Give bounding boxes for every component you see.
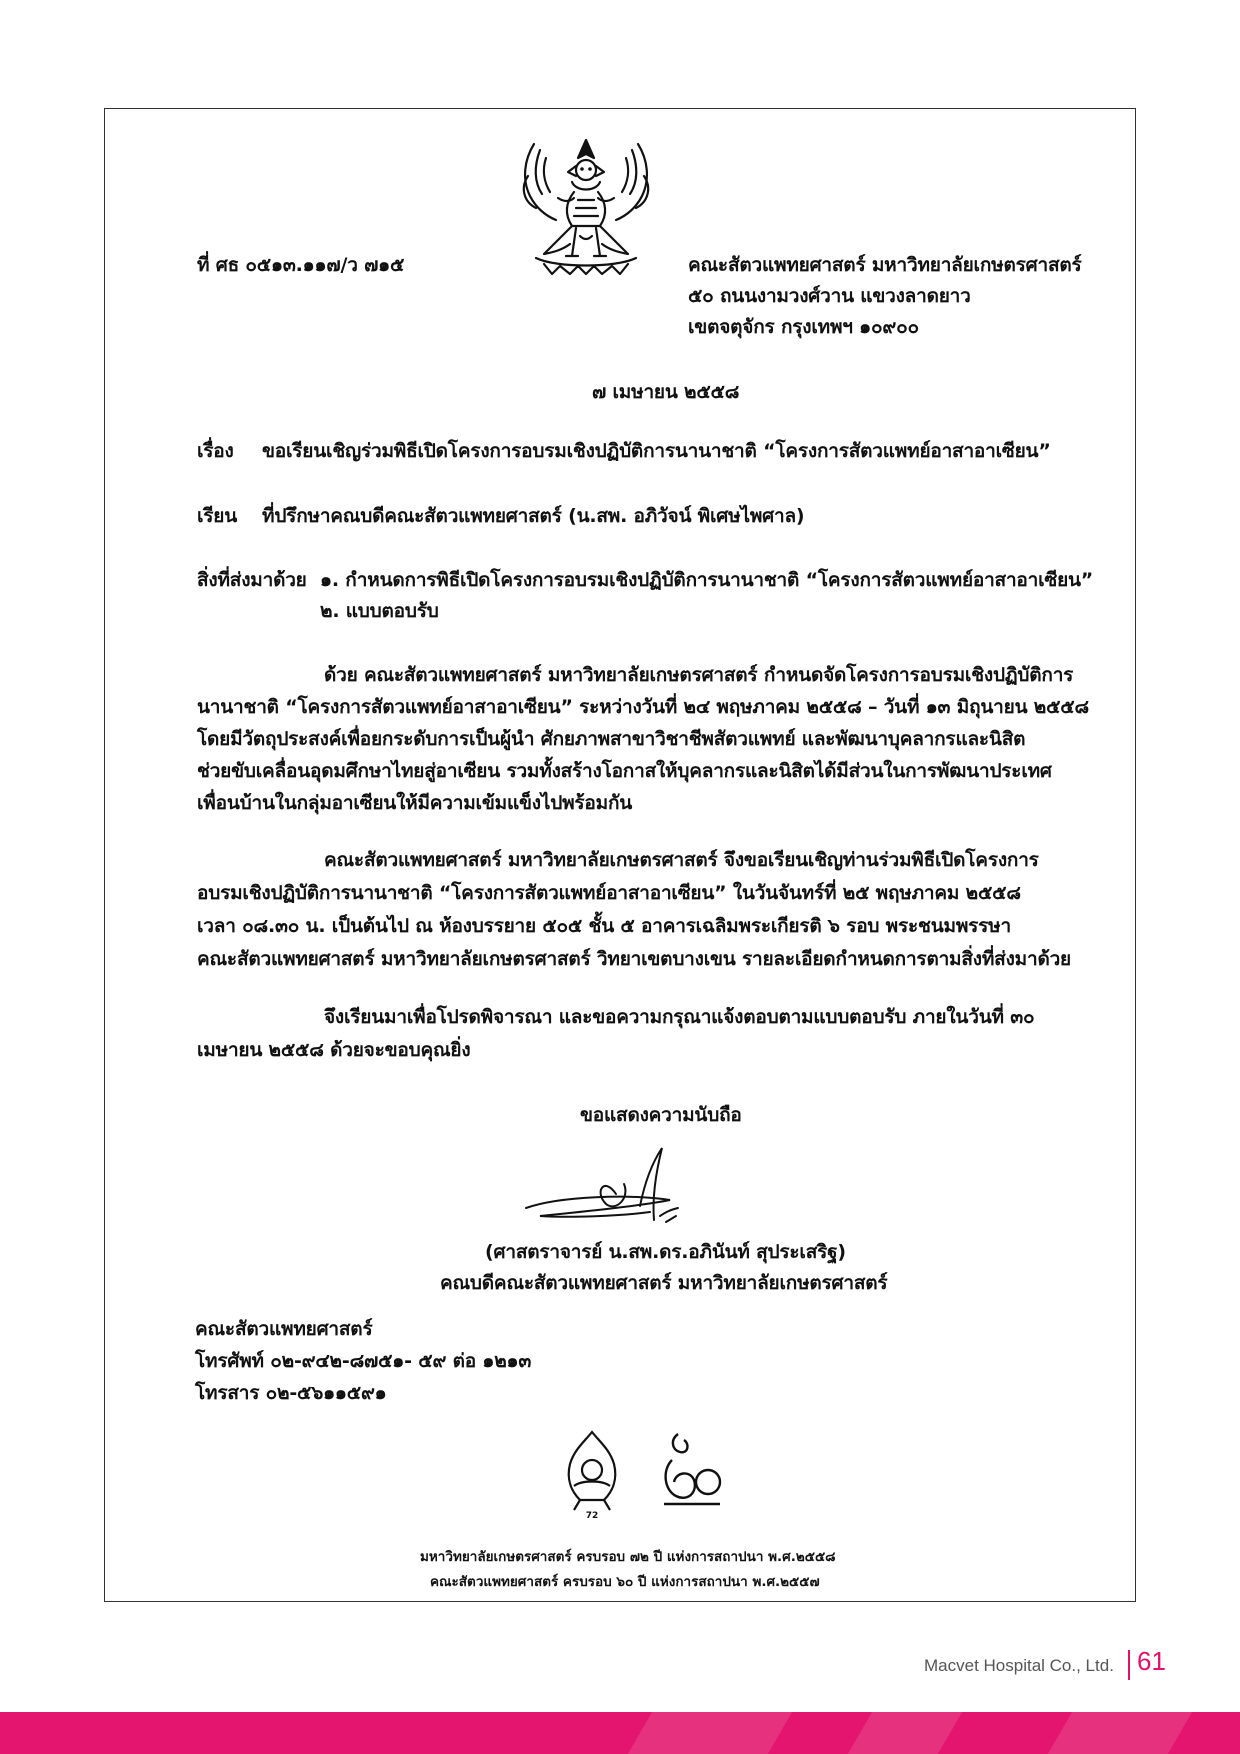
recipient-text: ที่ปรึกษาคณบดีคณะสัตวแพทยศาสตร์ (น.สพ. อภิวัจน์ พิเศษไพศาล) xyxy=(262,505,805,527)
company-brand: Macvet Hospital Co., Ltd. xyxy=(924,1656,1114,1675)
faculty-60-year-logo xyxy=(658,1430,726,1522)
reference-number: ที่ ศธ ๐๕๑๓.๑๑๗/ว ๗๑๕ xyxy=(197,254,405,276)
letter-date: ๗ เมษายน ๒๕๕๘ xyxy=(592,381,740,403)
garuda-emblem-icon xyxy=(516,136,656,278)
signer-name: (ศาสตราจารย์ น.สพ.ดร.อภินันท์ สุประเสริฐ) xyxy=(485,1241,846,1263)
footer-caption-university: มหาวิทยาลัยเกษตรศาสตร์ ครบรอบ ๗๒ ปี แห่งการสถาปนา พ.ศ.๒๕๕๘ xyxy=(420,1549,836,1565)
body-paragraph-1-line-3: โดยมีวัตถุประสงค์เพื่อยกระดับการเป็นผู้นำ ศักยภาพสาขาวิชาชีพสัตวแพทย์ และพัฒนาบุคลากรและนิสิต xyxy=(197,728,1026,750)
body-paragraph-1-line-4: ช่วยขับเคลื่อนอุดมศึกษาไทยสู่อาเซียน รวมทั้งสร้างโอกาสให้บุคลากรและนิสิตได้มีส่วนในการพัฒนาประเทศ xyxy=(197,760,1052,782)
body-paragraph-3-line-2: เมษายน ๒๕๕๘ ด้วยจะขอบคุณยิ่ง xyxy=(197,1039,471,1061)
footer-accent-band xyxy=(0,1712,1240,1754)
page-number: 61 xyxy=(1137,1646,1166,1676)
logo-badge-72: 72 xyxy=(585,1511,599,1521)
closing-salutation: ขอแสดงความนับถือ xyxy=(580,1104,742,1126)
band-shade-3 xyxy=(1048,1712,1192,1754)
body-paragraph-3-line-1: จึงเรียนมาเพื่อโปรดพิจารณา และขอความกรุณาแจ้งตอบตามแบบตอบรับ ภายในวันที่ ๓๐ xyxy=(324,1006,1035,1028)
contact-fax: โทรสาร ๐๒-๕๖๑๑๕๙๑ xyxy=(195,1382,387,1404)
sender-address-line-1: คณะสัตวแพทยศาสตร์ มหาวิทยาลัยเกษตรศาสตร์ xyxy=(688,254,1082,276)
contact-phone: โทรศัพท์ ๐๒-๙๔๒-๘๗๕๑- ๕๙ ต่อ ๑๒๑๓ xyxy=(195,1350,532,1372)
footer-caption-faculty: คณะสัตวแพทยศาสตร์ ครบรอบ ๖๐ ปี แห่งการสถาปนา พ.ศ.๒๕๕๗ xyxy=(430,1574,820,1590)
enclosure-item-1: ๑. กำหนดการพิธีเปิดโครงการอบรมเชิงปฏิบัติการนานาชาติ “โครงการสัตวแพทย์อาสาอาเซียน” xyxy=(320,569,1094,591)
recipient-label: เรียน xyxy=(197,505,238,527)
band-shade-2 xyxy=(848,1712,962,1754)
body-paragraph-1-line-5: เพื่อนบ้านในกลุ่มอาเซียนให้มีความเข้มแข็งไปพร้อมกัน xyxy=(197,792,633,814)
handwritten-signature xyxy=(520,1136,710,1236)
body-paragraph-2-line-1: คณะสัตวแพทยศาสตร์ มหาวิทยาลัยเกษตรศาสตร์ จึงขอเรียนเชิญท่านร่วมพิธีเปิดโครงการ xyxy=(324,849,1039,871)
body-paragraph-2-line-3: เวลา ๐๘.๓๐ น. เป็นต้นไป ณ ห้องบรรยาย ๕๐๕ ชั้น ๕ อาคารเฉลิมพระเกียรติ ๖ รอบ พระชนมพรรษา xyxy=(197,915,1011,937)
body-paragraph-1-line-1: ด้วย คณะสัตวแพทยศาสตร์ มหาวิทยาลัยเกษตรศาสตร์ กำหนดจัดโครงการอบรมเชิงปฏิบัติการ xyxy=(324,664,1074,686)
enclosure-label: สิ่งที่ส่งมาด้วย xyxy=(197,569,307,591)
body-paragraph-1-line-2: นานาชาติ “โครงการสัตวแพทย์อาสาอาเซียน” ระหว่างวันที่ ๒๔ พฤษภาคม ๒๕๕๘ – วันที่ ๑๓ มิถุนายน ๒๕๕๘ xyxy=(197,696,1089,718)
subject-text: ขอเรียนเชิญร่วมพิธีเปิดโครงการอบรมเชิงปฏิบัติการนานาชาติ “โครงการสัตวแพทย์อาสาอาเซียน” xyxy=(262,440,1051,462)
enclosure-item-2: ๒. แบบตอบรับ xyxy=(320,600,439,622)
sender-address-line-2: ๕๐ ถนนงามวงศ์วาน แขวงลาดยาว xyxy=(688,285,971,307)
subject-label: เรื่อง xyxy=(197,440,234,462)
university-72-year-logo xyxy=(560,1430,624,1522)
footer-separator xyxy=(1128,1650,1130,1680)
sender-address-line-3: เขตจตุจักร กรุงเทพฯ ๑๐๙๐๐ xyxy=(688,316,919,338)
body-paragraph-2-line-4: คณะสัตวแพทยศาสตร์ มหาวิทยาลัยเกษตรศาสตร์ วิทยาเขตบางเขน รายละเอียดกำหนดการตามสิ่งที่ส่งมาด้วย xyxy=(197,948,1071,970)
signer-position: คณบดีคณะสัตวแพทยศาสตร์ มหาวิทยาลัยเกษตรศาสตร์ xyxy=(440,1272,888,1294)
band-shade-1 xyxy=(628,1712,792,1754)
contact-department: คณะสัตวแพทยศาสตร์ xyxy=(195,1318,373,1340)
body-paragraph-2-line-2: อบรมเชิงปฏิบัติการนานาชาติ “โครงการสัตวแพทย์อาสาอาเซียน” ในวันจันทร์ที่ ๒๕ พฤษภาคม ๒๕๕๘ xyxy=(197,882,1021,904)
